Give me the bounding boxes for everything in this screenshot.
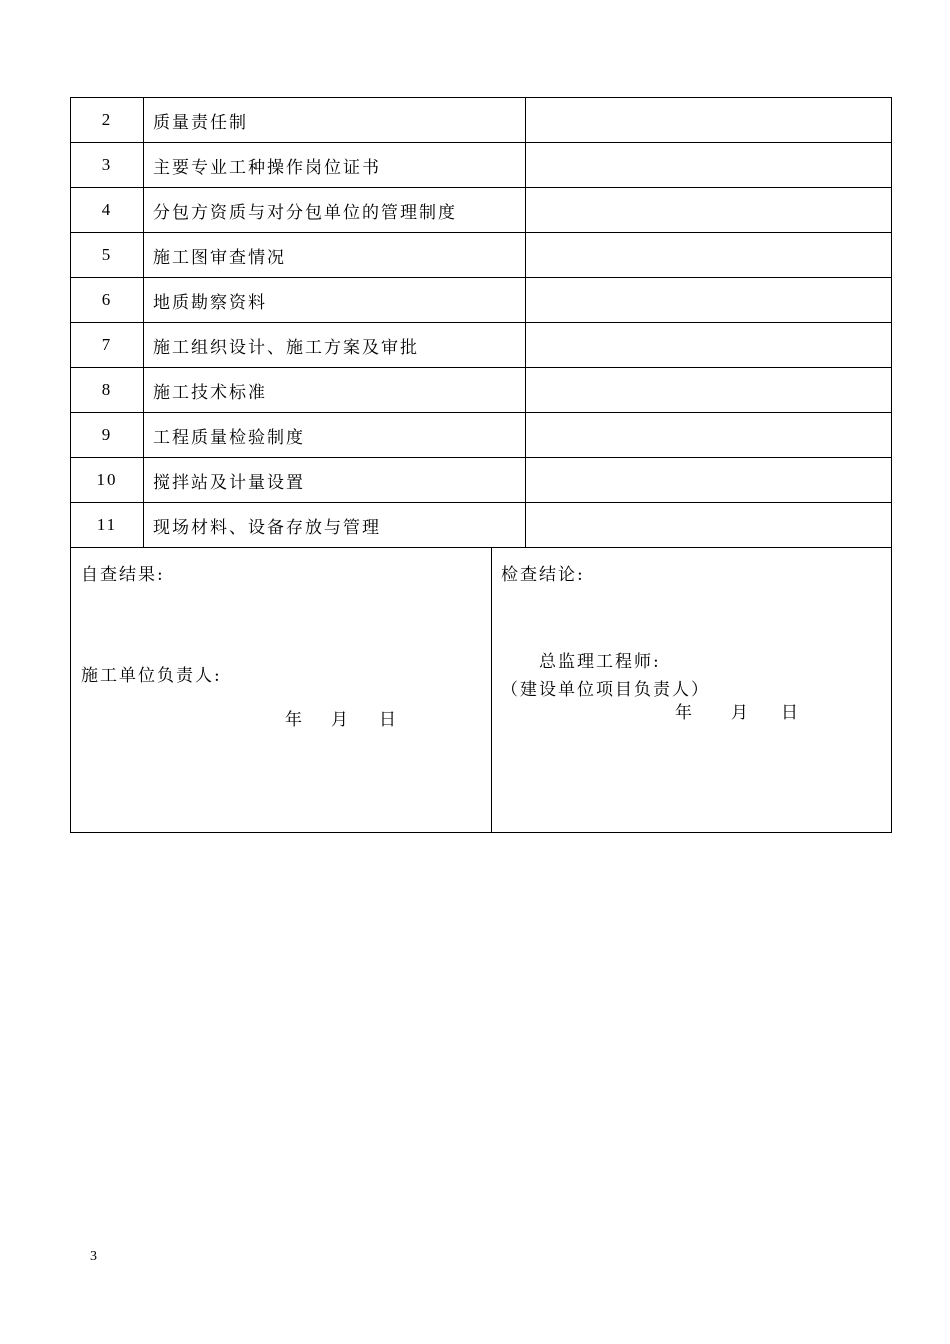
row-item: 施工图审查情况 [144, 233, 526, 278]
table-row [71, 278, 892, 323]
row-number: 11 [71, 503, 144, 548]
row-number: 4 [71, 188, 144, 233]
row-result-cell[interactable] [526, 188, 892, 233]
table-row [71, 503, 892, 548]
row-number: 8 [71, 368, 144, 413]
self-check-title: 自查结果: [81, 565, 165, 585]
row-result-cell[interactable] [526, 233, 892, 278]
row-item: 搅拌站及计量设置 [144, 458, 526, 503]
right-year-label: 年 [675, 703, 692, 723]
row-number: 3 [71, 143, 144, 188]
chief-supervisor-label: 总监理工程师: [539, 652, 661, 672]
row-result-cell[interactable] [526, 368, 892, 413]
table-row [71, 368, 892, 413]
row-number: 9 [71, 413, 144, 458]
contractor-signer-label: 施工单位负责人: [81, 666, 222, 686]
table-row [71, 98, 892, 143]
left-month-label: 月 [331, 710, 348, 730]
right-day-label: 日 [781, 703, 798, 723]
right-month-label: 月 [731, 703, 748, 723]
row-item: 现场材料、设备存放与管理 [144, 503, 526, 548]
row-item: 质量责任制 [144, 98, 526, 143]
row-result-cell[interactable] [526, 278, 892, 323]
row-result-cell[interactable] [526, 413, 892, 458]
table-row [71, 458, 892, 503]
table-row [71, 323, 892, 368]
row-number: 10 [71, 458, 144, 503]
table-row [71, 143, 892, 188]
row-item: 施工技术标准 [144, 368, 526, 413]
owner-representative-note: （建设单位项目负责人） [501, 680, 710, 700]
row-item: 地质勘察资料 [144, 278, 526, 323]
section-divider [491, 548, 492, 832]
row-result-cell[interactable] [526, 98, 892, 143]
row-item: 工程质量检验制度 [144, 413, 526, 458]
row-number: 7 [71, 323, 144, 368]
left-day-label: 日 [379, 710, 396, 730]
row-number: 5 [71, 233, 144, 278]
table-row [71, 233, 892, 278]
left-year-label: 年 [285, 710, 302, 730]
row-number: 6 [71, 278, 144, 323]
row-number: 2 [71, 98, 144, 143]
page-number: 3 [90, 1249, 97, 1264]
row-result-cell[interactable] [526, 503, 892, 548]
conclusion-section [70, 548, 892, 833]
row-result-cell[interactable] [526, 143, 892, 188]
row-result-cell[interactable] [526, 323, 892, 368]
inspection-form [70, 97, 892, 833]
table-row [71, 188, 892, 233]
row-item: 分包方资质与对分包单位的管理制度 [144, 188, 526, 233]
row-item: 主要专业工种操作岗位证书 [144, 143, 526, 188]
table-row [71, 413, 892, 458]
checklist-table [70, 97, 892, 548]
inspection-conclusion-title: 检查结论: [501, 565, 585, 585]
row-result-cell[interactable] [526, 458, 892, 503]
row-item: 施工组织设计、施工方案及审批 [144, 323, 526, 368]
